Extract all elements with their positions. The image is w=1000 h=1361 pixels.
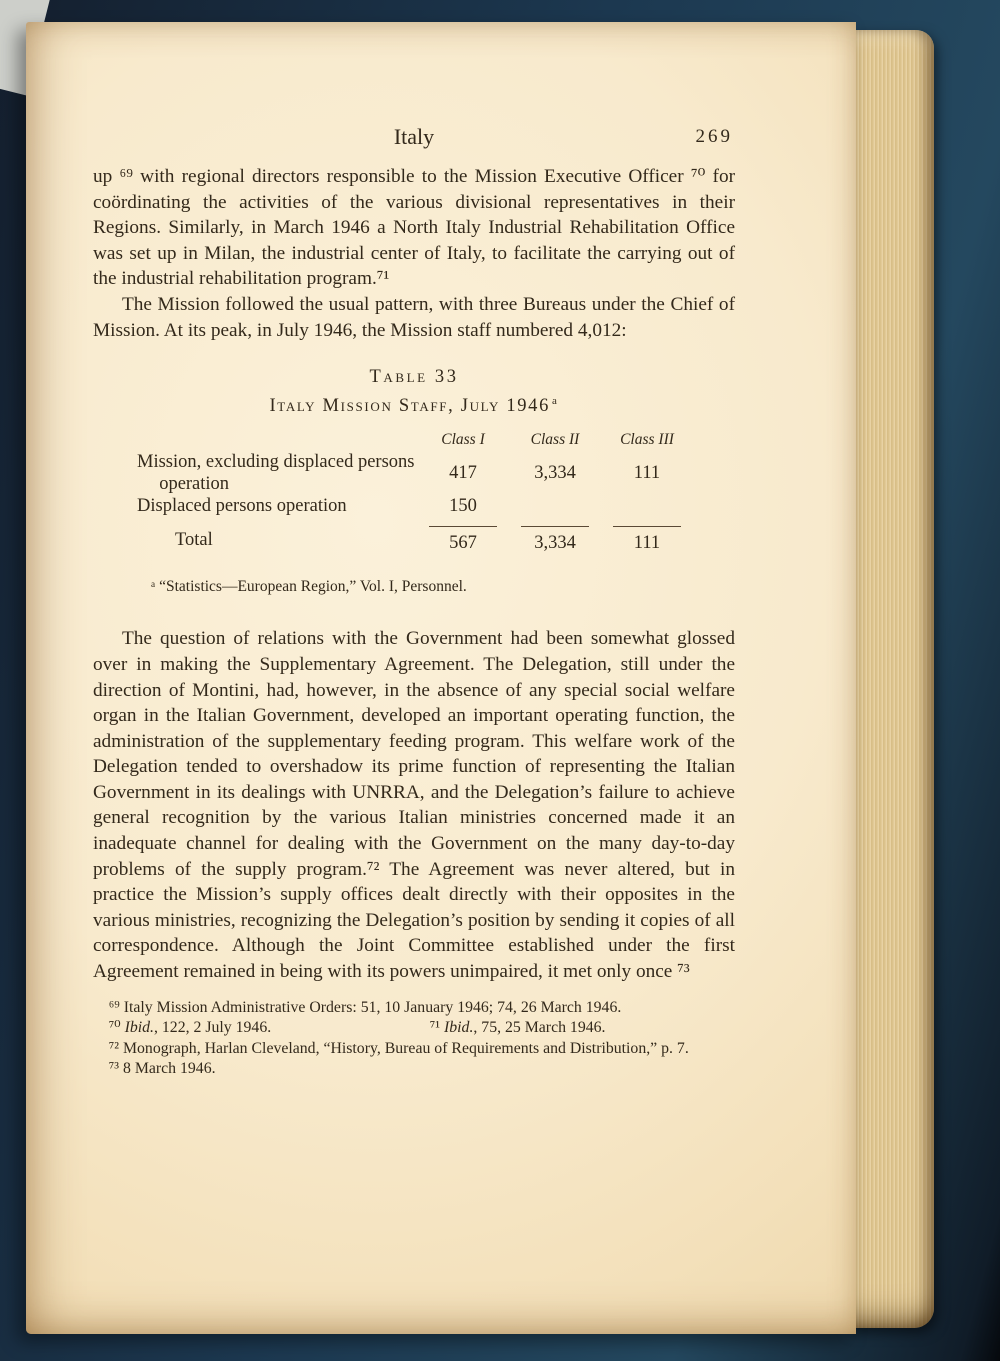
table-total-row bbox=[137, 526, 735, 554]
table-source-note: ᵃ “Statistics—European Region,” Vol. I, Personnel. bbox=[151, 578, 467, 596]
cell-value: 417 bbox=[449, 462, 477, 483]
cell-value: 111 bbox=[633, 462, 661, 483]
table-row bbox=[137, 495, 735, 517]
total-value: 3,334 bbox=[521, 526, 589, 554]
footnote-row-70-71 bbox=[93, 1018, 735, 1039]
table-caption: Table 33 bbox=[369, 367, 459, 388]
total-label: Total bbox=[175, 530, 213, 551]
column-header-class-3: Class III bbox=[620, 431, 674, 449]
table-subtitle-text: Italy Mission Staff, July 1946 bbox=[269, 396, 550, 417]
table-header-row bbox=[137, 431, 735, 451]
column-header-class-1: Class I bbox=[441, 431, 485, 449]
footnote-73: ⁷³ 8 March 1946. bbox=[108, 1060, 216, 1078]
footnote-70 bbox=[93, 1018, 414, 1039]
total-value: 111 bbox=[613, 526, 681, 554]
row-label: Mission, excluding displaced persons operation bbox=[137, 452, 415, 495]
column-header-class-2: Class II bbox=[530, 431, 580, 449]
footnote-70-ibid: Ibid. bbox=[124, 1019, 154, 1037]
footnote-71-rest: , 75, 25 March 1946. bbox=[473, 1019, 606, 1037]
footnote-69: ⁶⁹ Italy Mission Administrative Orders: 51, 10 January 1946; 74, 26 March 1946. bbox=[108, 998, 622, 1016]
running-head bbox=[93, 124, 735, 150]
page-number: 269 bbox=[695, 126, 733, 147]
footnote-71-ibid: Ibid. bbox=[444, 1019, 474, 1037]
book-fore-edge-pages bbox=[846, 30, 934, 1328]
table-33 bbox=[93, 367, 735, 596]
paragraph-continuation: up ⁶⁹ with regional directors responsible to the Mission Executive Officer ⁷⁰ for coördinating the activities of the various divisional representatives in their Regions. Similarly, in March 1946 a North Italy Industrial Rehabilitation Office was set up in Milan, the industrial center of Italy, to facilitate the carrying out of the industrial rehabilitation program.⁷¹ bbox=[93, 166, 735, 290]
cell-value: 150 bbox=[449, 495, 477, 516]
table-subtitle bbox=[93, 395, 735, 417]
table-note-marker: a bbox=[552, 395, 559, 408]
footnote-72: ⁷² Monograph, Harlan Cleveland, “History, Bureau of Requirements and Distribution,” p. 7. bbox=[108, 1039, 689, 1057]
paragraph-government-relations: The question of relations with the Government had been somewhat glossed over in making the Supplementary Agreement. The Delegation, still under the direction of Montini, had, however, in the absence of any special social welfare organ in the Italian Government, developed an important operating function, the administration of the supplementary feeding program. This welfare work of the Delegation tended to overshadow its prime function of representing the Italian Government in its dealings with UNRRA, and the Delegation’s failure to achieve general recognition by the various Italian ministries concerned made it an inadequate channel for dealing with the Government on the many day-to-day problems of the supply program.⁷² The Agreement was never altered, but in practice the Mission’s supply offices dealt directly with their opposites in the various ministries, recognizing the Delegation’s position by sending it copies of all correspondence. Although the Joint Committee established under the first Agreement remained in being with its powers unimpaired, it met only once ⁷³ bbox=[93, 628, 735, 983]
staff-table bbox=[137, 431, 735, 554]
row-label: Displaced persons operation bbox=[137, 496, 347, 517]
total-value: 567 bbox=[429, 526, 497, 554]
footnote-71 bbox=[414, 1018, 605, 1039]
running-head-title: Italy bbox=[393, 124, 435, 149]
footnotes bbox=[93, 998, 735, 1080]
footnote-70-rest: , 122, 2 July 1946. bbox=[154, 1019, 272, 1037]
paragraph-mission-pattern: The Mission followed the usual pattern, with three Bureaus under the Chief of Mission. At its peak, in July 1946, the Mission staff numbered 4,012: bbox=[93, 293, 735, 341]
table-row bbox=[137, 451, 735, 495]
footnote-70-marker: ⁷⁰ bbox=[108, 1019, 125, 1037]
footnote-71-marker: ⁷¹ bbox=[429, 1019, 444, 1037]
cell-value: 3,334 bbox=[534, 462, 576, 483]
book-page bbox=[26, 22, 856, 1334]
page-content bbox=[93, 124, 735, 1080]
